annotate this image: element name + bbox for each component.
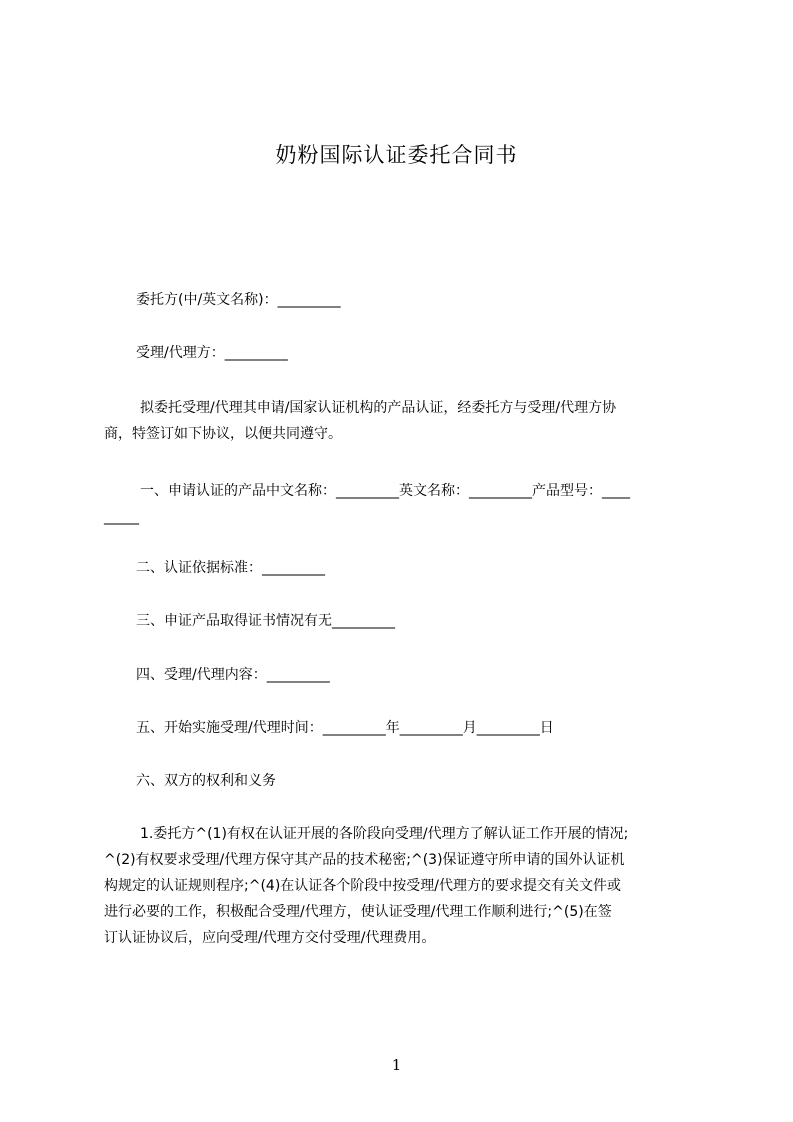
client-name-line: 委托方(中/英文名称)：_________ (136, 292, 341, 308)
obligations-line-3: 构规定的认证规则程序;^(4)在认证各个阶段中按受理/代理方的要求提交有关文件或 (104, 878, 621, 894)
clause-4: 四、受理/代理内容：_________ (136, 667, 330, 683)
clause-6-heading: 六、双方的权利和义务 (136, 773, 276, 789)
clause-1-line-2: _____ (104, 509, 139, 525)
obligations-line-5: 订认证协议后，应向受理/代理方交付受理/代理费用。 (104, 930, 436, 946)
intro-paragraph-line-2: 商，特签订如下协议，以便共同遵守。 (104, 426, 342, 442)
clause-1-line-1: 一、申请认证的产品中文名称：_________英文名称：_________产品型号：____ (140, 483, 630, 499)
page-number: 1 (391, 1056, 402, 1074)
agent-name-line: 受理/代理方：_________ (136, 345, 288, 361)
intro-paragraph-line-1: 拟委托受理/代理其申请/国家认证机构的产品认证，经委托方与受理/代理方协 (140, 400, 617, 416)
clause-2: 二、认证依据标准：_________ (136, 560, 325, 576)
clause-5: 五、开始实施受理/代理时间：_________年_________月_________日 (136, 720, 554, 736)
obligations-line-2: ^(2)有权要求受理/代理方保守其产品的技术秘密;^(3)保证遵守所申请的国外认证机 (104, 852, 625, 868)
clause-3: 三、申证产品取得证书情况有无_________ (136, 613, 395, 629)
document-title: 奶粉国际认证委托合同书 (275, 143, 518, 167)
obligations-line-1: 1.委托方^(1)有权在认证开展的各阶段向受理/代理方了解认证工作开展的情况; (140, 826, 629, 842)
obligations-line-4: 进行必要的工作，积极配合受理/代理方，使认证受理/代理工作顺利进行;^(5)在签 (104, 904, 612, 920)
